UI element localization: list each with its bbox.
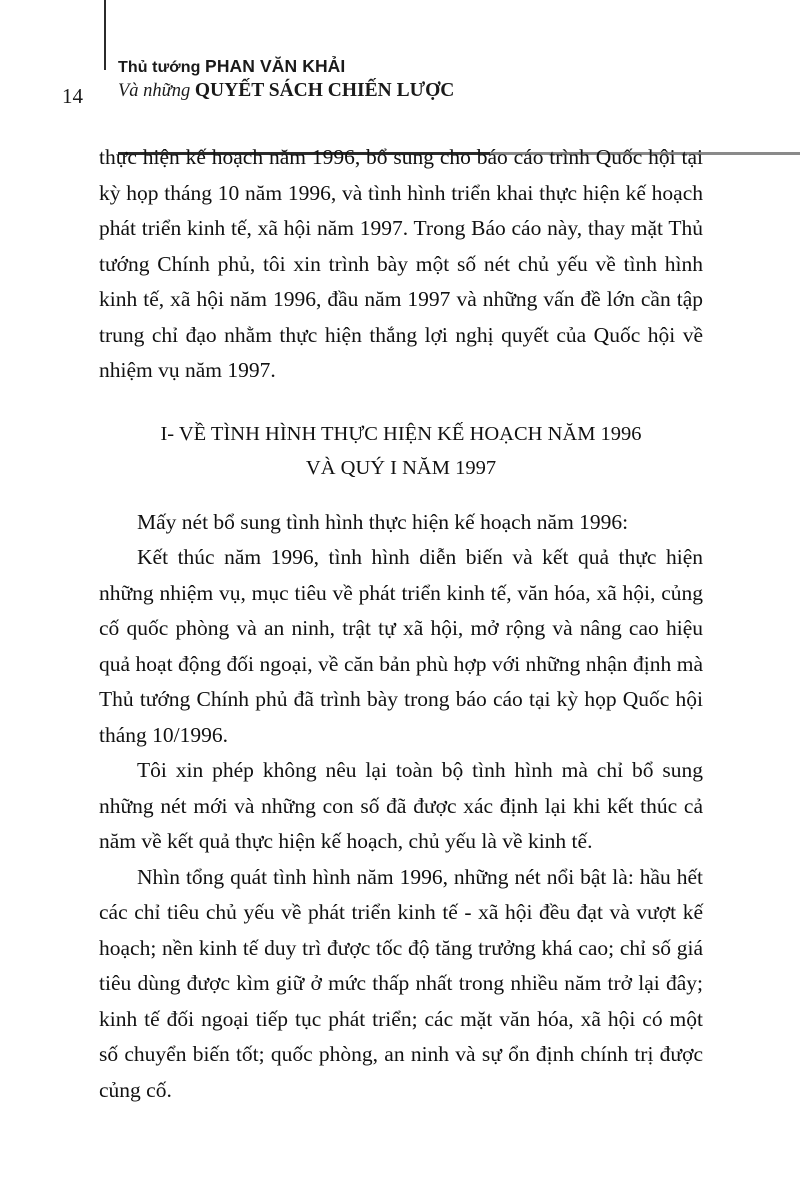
paragraph: thực hiện kế hoạch năm 1996, bổ sung cho báo cáo trình Quốc hội tại kỳ họp tháng 10 năm 1996, và tình hình triển khai thực hiện kế hoạch phát triển kinh tế, xã hội năm 1997. Trong Báo cáo này, thay mặt Thủ tướng Chính phủ, tôi xin trình bày một số nét chủ yếu về tình hình kinh tế, xã hội năm 1996, đầu năm 1997 và những vấn đề lớn cần tập trung chỉ đạo nhằm thực hiện thắng lợi nghị quyết của Quốc hội về nhiệm vụ năm 1997. [99,145,703,382]
paragraph: Mấy nét bổ sung tình hình thực hiện kế hoạch năm 1996: [137,509,629,534]
header-book-title-line [118,80,718,102]
heading-spacer [99,491,703,505]
paragraph: Nhìn tổng quát tình hình năm 1996, những nét nổi bật là: hầu hết các chỉ tiêu chủ yếu về phát triển kinh tế - xã hội đều đạt và vượt kế hoạch; nền kinh tế duy trì được tốc độ tăng trưởng khá cao; chỉ số giá tiêu dùng được kìm giữ ở mức thấp nhất trong nhiều năm trở lại đây; kinh tế đối ngoại tiếp tục phát triển; các mặt văn hóa, xã hội có một số chuyển biến tốt; quốc phòng, an ninh và sự ổn định chính trị được củng cố. [99,864,703,1102]
body-text [99,140,703,1108]
header-title-italic: Và những [118,81,195,101]
section-heading-line-2: VÀ QUÝ I NĂM 1997 [305,456,497,479]
header-author-name: PHAN VĂN KHẢI [205,56,346,76]
section-heading [99,417,703,485]
header-author-prefix: Thủ tướng [118,59,206,76]
section-heading-line-1: I- VỀ TÌNH HÌNH THỰC HIỆN KẾ HOẠCH NĂM 1996 [160,422,642,445]
paragraph: Tôi xin phép không nêu lại toàn bộ tình hình mà chỉ bổ sung những nét mới và những con số đã được xác định lại khi kết thúc cả năm về kết quả thực hiện kế hoạch, chủ yếu là về kinh tế. [99,758,703,853]
page-header [0,48,800,118]
header-title-bold: QUYẾT SÁCH CHIẾN LƯỢC [194,80,455,101]
page-number: 14 [62,84,83,108]
paragraph: Kết thúc năm 1996, tình hình diễn biến và kết quả thực hiện những nhiệm vụ, mục tiêu về phát triển kinh tế, văn hóa, xã hội, củng cố quốc phòng và an ninh, trật tự xã hội, mở rộng và nâng cao hiệu quả hoạt động đối ngoại, về căn bản phù hợp với những nhận định mà Thủ tướng Chính phủ đã trình bày trong báo cáo tại kỳ họp Quốc hội tháng 10/1996. [99,545,703,747]
header-titles [118,56,718,102]
header-author-line [118,56,718,77]
